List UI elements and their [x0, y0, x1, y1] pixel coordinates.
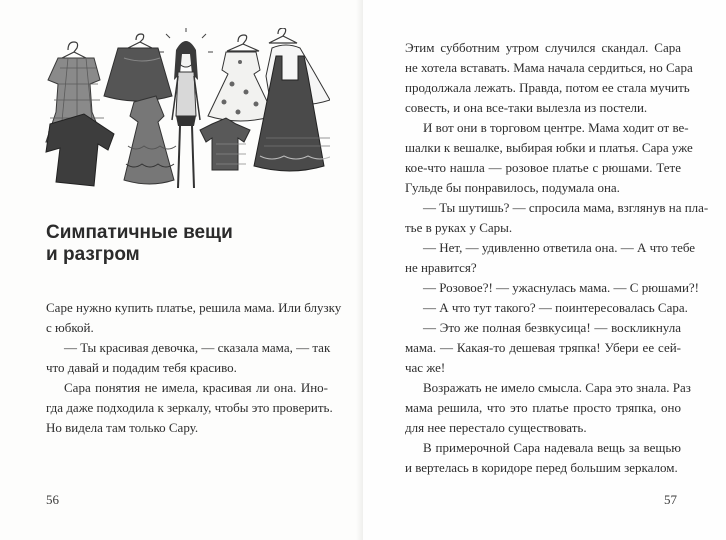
paragraph	[46, 378, 333, 438]
text-line: Сара понятия не имела, красивая ли она. Ино-	[64, 380, 328, 395]
floral-dress	[208, 52, 274, 121]
paragraph	[405, 378, 691, 438]
text-line: что давай и подадим тебя красиво.	[46, 360, 237, 375]
hanger-icon	[58, 42, 90, 60]
text-line: В примерочной Сара надевала вещь за вещью	[423, 440, 681, 455]
pinafore-dress	[254, 45, 330, 171]
text-line: гда даже подходила к зеркалу, чтобы это проверить.	[46, 400, 333, 415]
ruffled-dress	[124, 96, 176, 184]
text-line: — Это же полная безвкусица! — воскликнула	[423, 320, 681, 335]
paragraph	[405, 278, 699, 298]
paragraph	[405, 198, 709, 238]
right-page	[363, 0, 726, 540]
text-line: Гульде бы понравилось, подумала она.	[405, 180, 620, 195]
chapter-title	[46, 222, 326, 266]
text-line: мама. — Какая-то дешевая тряпка! Убери ее сей-	[405, 340, 681, 355]
text-line: с юбкой.	[46, 320, 94, 335]
text-line: совесть, и она все-таки вылезла из постели.	[405, 100, 648, 115]
text-line: — Нет, — удивленно ответила она. — А что тебе	[423, 240, 696, 255]
text-line: И вот они в торговом центре. Мама ходит от ве-	[423, 120, 689, 135]
paragraph	[46, 338, 331, 378]
hanger-icon	[227, 35, 259, 51]
text-line: мама решила, что это платье просто тряпка, оно	[405, 400, 681, 415]
text-line: — Ты шутишь? — спросила мама, взглянув на пла-	[423, 200, 709, 215]
coat	[46, 114, 114, 186]
text-line: — Ты красивая девочка, — сказала мама, — так	[64, 340, 331, 355]
page-number: 57	[664, 492, 677, 507]
text-line: Но видела там только Сару.	[46, 420, 199, 435]
text-line: Саре нужно купить платье, решила мама. Или блузку	[46, 300, 342, 315]
paragraph	[405, 298, 688, 318]
text-line: шалки к вешалке, выбирая юбки и платья. Сара уже	[405, 140, 693, 155]
text-line: тье в руках у Сары.	[405, 220, 513, 235]
text-line: для нее перестало существовать.	[405, 420, 587, 435]
text-line: не нравится?	[405, 260, 477, 275]
paragraph	[405, 438, 681, 478]
page-number: 56	[46, 492, 59, 507]
text-line: — А что тут такого? — поинтересовалась Сара.	[423, 300, 688, 315]
paragraph	[46, 298, 342, 338]
skirt	[104, 48, 172, 101]
text-line: — Розовое?! — ужаснулась мама. — С рюшами?!	[423, 280, 699, 295]
paragraph	[405, 238, 696, 278]
paragraph	[405, 118, 693, 198]
hanger-icon	[269, 28, 297, 43]
blouse	[200, 118, 250, 170]
chapter-title-line: и разгром	[46, 244, 140, 265]
text-line: не хотела вставать. Мама начала сердиться, но Сара	[405, 60, 693, 75]
chapter-title-line: Симпатичные вещи	[46, 222, 233, 243]
paragraph	[405, 38, 693, 118]
text-line: час же!	[405, 360, 446, 375]
text-line: кое-что нашла — розовое платье с рюшами. Тете	[405, 160, 681, 175]
text-line: Этим субботним утром случился скандал. Сара	[405, 40, 681, 55]
paragraph	[405, 318, 681, 378]
text-line: продолжала лежать. Правда, потом ее стала мучить	[405, 80, 690, 95]
text-line: и вертелась в коридоре перед большим зеркалом.	[405, 460, 678, 475]
hanger-icon	[126, 34, 154, 49]
clothes-illustration	[40, 28, 330, 196]
text-line: Возражать не имело смысла. Сара это знала. Раз	[423, 380, 691, 395]
